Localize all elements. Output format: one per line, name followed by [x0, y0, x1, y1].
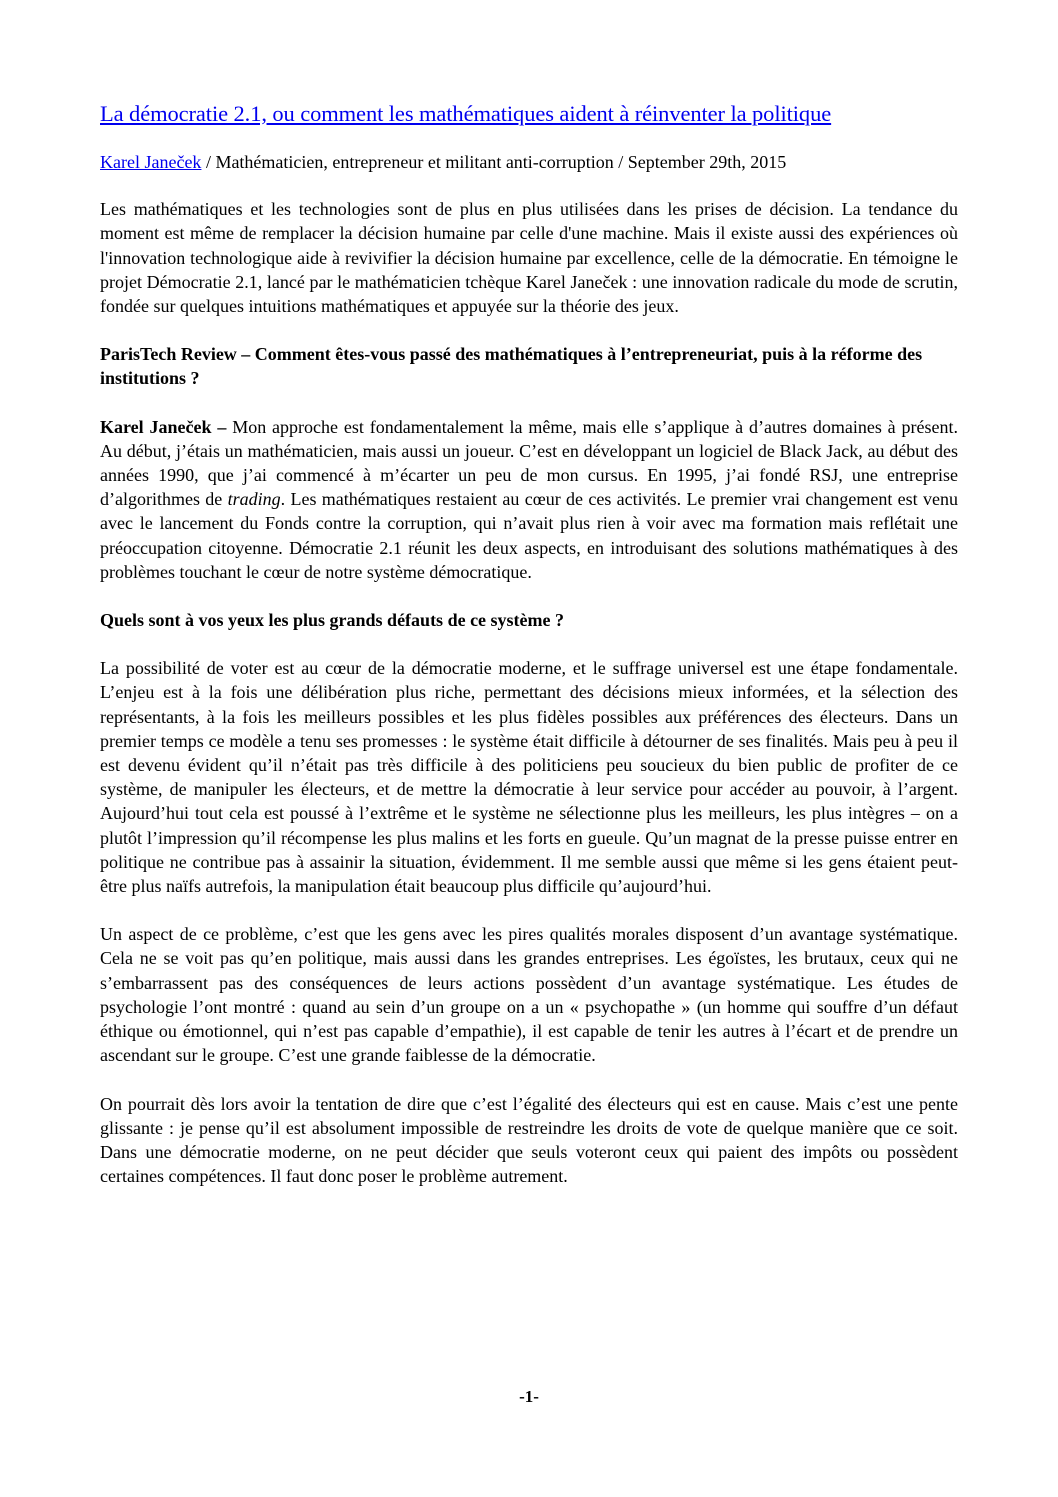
answer-1: [100, 415, 958, 584]
speaker-label: Karel Janeček –: [100, 416, 233, 437]
question-2: Quels sont à vos yeux les plus grands défauts de ce système ?: [100, 610, 565, 631]
page-number: -1-: [519, 1387, 539, 1406]
question-1: ParisTech Review – Comment êtes-vous passé des mathématiques à l’entrepreneuriat, puis à la réforme des institutions ?: [100, 344, 923, 389]
answer-2-paragraph-2: Un aspect de ce problème, c’est que les gens avec les pires qualités morales disposent d’un avantage systématique. Cela ne se voit pas qu’en politique, mais aussi dans les grandes entreprises. Les égoïstes, les brutaux, ceux qui ne s’embarrassent pas des conséquences de leurs actions possèdent d’un avantage systématique. Les études de psychologie l’ont montré : quand au sein d’un groupe on a un « psychopathe » (un homme qui souffre d’un défaut éthique ou émotionnel, qui n’est pas capable d’empathie), il est capable de tenir les autres à l’écart et de prendre un ascendant sur le groupe. C’est une grande faiblesse de la démocratie.: [100, 924, 958, 1066]
intro-paragraph: Les mathématiques et les technologies sont de plus en plus utilisées dans les prises de décision. La tendance du moment est même de remplacer la décision humaine par celle d'une machine. Mais il existe aussi des expériences où l'innovation technologique aide à revivifier la décision humaine par excellence, celle de la démocratie. En témoigne le projet Démocratie 2.1, lancé par le mathématicien tchèque Karel Janeček : une innovation radicale du mode de scrutin, fondée sur quelques intuitions mathématiques et appuyée sur la théorie des jeux.: [100, 199, 958, 317]
author-link[interactable]: Karel Janeček: [100, 152, 202, 172]
article-title-link[interactable]: La démocratie 2.1, ou comment les mathématiques aident à réinventer la politique: [100, 101, 832, 126]
answer-1-text-a: Mon approche est fondamentalement la même, mais elle s’applique à d’autres domaines à présent. Au début, j’étais un mathématicien, mais aussi un joueur. C’est en développant un logiciel de Black Jack, au début des années 1990, que j’ai commencé à m’écarter un peu de mon cursus. En 1995, j’ai fondé RSJ, une entreprise d’algorithmes de: [100, 416, 958, 510]
answer-2-paragraph-3: On pourrait dès lors avoir la tentation de dire que c’est l’égalité des électeurs qui est en cause. Mais c’est une pente glissante : je pense qu’il est absolument impossible de restreindre les droits de vote de quelque manière que ce soit. Dans une démocratie moderne, on ne peut décider que seuls voteront ceux qui paient des impôts ou possèdent certaines compétences. Il faut donc poser le problème autrement.: [100, 1093, 958, 1187]
answer-2-paragraph-1: La possibilité de voter est au cœur de la démocratie moderne, et le suffrage universel est une étape fondamentale. L’enjeu est à la fois une délibération plus riche, permettant des décisions mieux informées, et la sélection des représentants, à la fois les meilleurs possibles et les plus fidèles possibles aux préférences des électeurs. Dans un premier temps ce modèle a tenu ses promesses : le système était difficile à détourner de ses finalités. Mais peu à peu il est devenu évident qu’il n’était pas très difficile à des politiciens peu soucieux du bien public de profiter de ce système, de manipuler les électeurs, et de mettre la démocratie à leur service pour accéder au pouvoir, à l’argent. Aujourd’hui tout cela est poussé à l’extrême et le système ne sélectionne plus les meilleurs, les plus intègres – on a plutôt l’impression qu’il récompense les plus malins et les forts en gueule. Qu’un magnat de la presse puisse entrer en politique ne contribue pas à assainir la situation, évidemment. Il me semble aussi que même si les gens étaient peut-être plus naïfs autrefois, la manipulation était beaucoup plus difficile qu’aujourd’hui.: [100, 658, 958, 897]
answer-1-text-b: . Les mathématiques restaient au cœur de ces activités. Le premier vrai changement est venu avec le lancement du Fonds contre la corruption, qui n’avait plus rien à voir avec ma formation mais reflétait une préoccupation citoyenne. Démocratie 2.1 réunit les deux aspects, en introduisant des solutions mathématiques à des problèmes touchant le cœur de notre système démocratique.: [100, 489, 958, 582]
byline-details: / Mathématicien, entrepreneur et militant anti-corruption / September 29th, 2015: [201, 152, 787, 172]
document-page: [100, 100, 958, 1212]
answer-1-italic: trading: [227, 489, 281, 510]
byline: [100, 150, 958, 174]
